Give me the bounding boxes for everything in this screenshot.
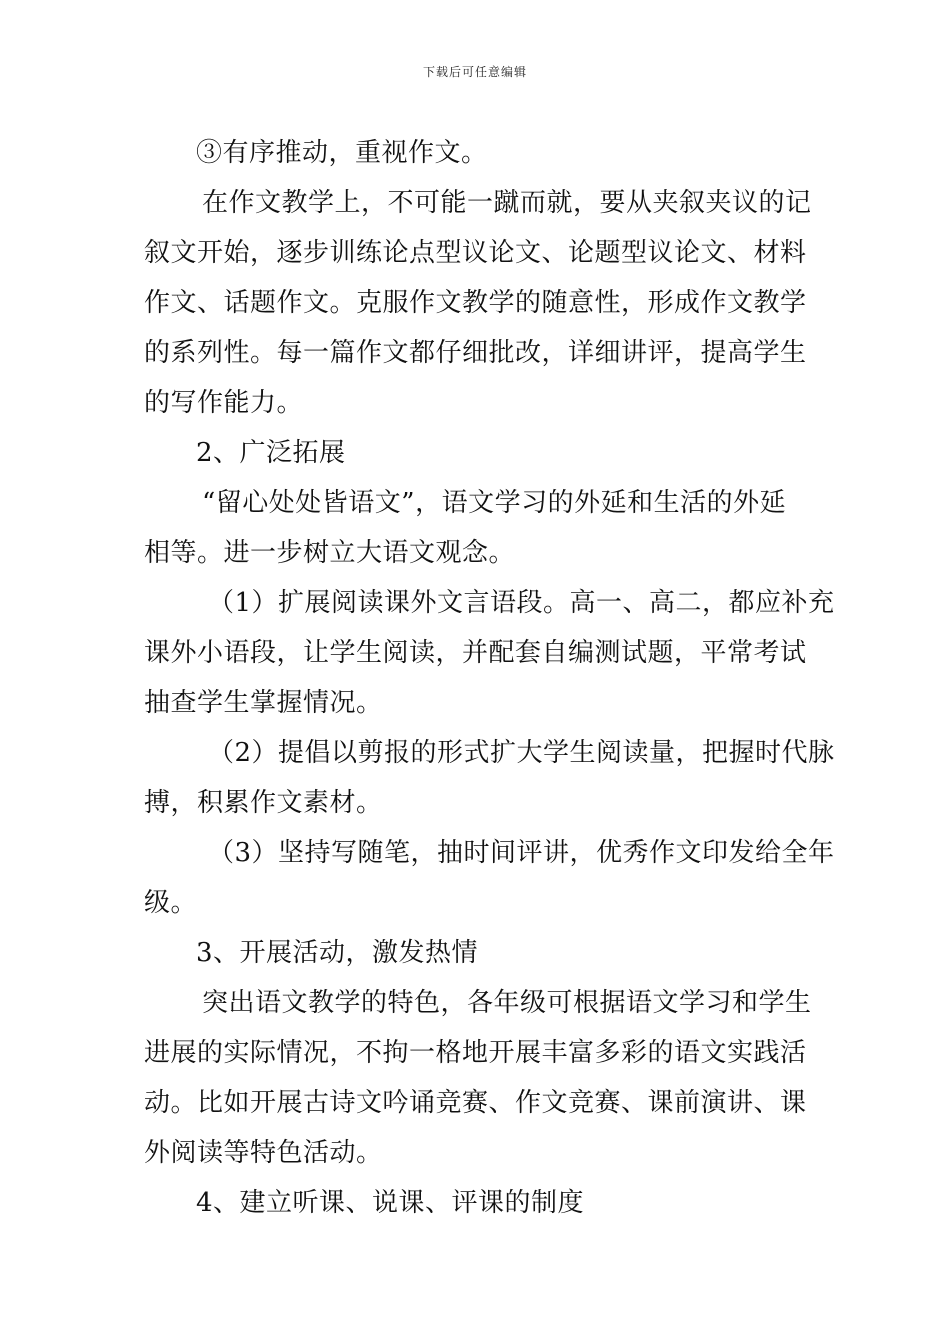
paragraph-line: 外阅读等特色活动。 — [144, 1138, 383, 1168]
paragraph-line: 相等。进一步树立大语文观念。 — [144, 538, 516, 568]
paragraph-line: 抽查学生掌握情况。 — [144, 688, 383, 718]
paragraph-line: （3）坚持写随笔，抽时间评讲，优秀作文印发给全年 — [208, 838, 835, 868]
paragraph-line: “留心处处皆语文”，语文学习的外延和生活的外延 — [202, 488, 787, 518]
paragraph-line: 的系列性。每一篇作文都仔细批改，详细讲评，提高学生 — [144, 338, 807, 368]
paragraph-line: （1）扩展阅读课外文言语段。高一、高二，都应补充 — [208, 588, 835, 618]
paragraph-line: 作文、话题作文。克服作文教学的随意性，形成作文教学 — [144, 288, 807, 318]
paragraph-line: 的写作能力。 — [144, 388, 304, 418]
paragraph-line: 进展的实际情况，不拘一格地开展丰富多彩的语文实践活 — [144, 1038, 807, 1068]
paragraph-line: 课外小语段，让学生阅读，并配套自编测试题，平常考试 — [144, 638, 807, 668]
paragraph-line: （2）提倡以剪报的形式扩大学生阅读量，把握时代脉 — [208, 738, 835, 768]
paragraph-line: 叙文开始，逐步训练论点型议论文、论题型议论文、材料 — [144, 238, 807, 268]
paragraph-line: 动。比如开展古诗文吟诵竞赛、作文竞赛、课前演讲、课 — [144, 1088, 807, 1118]
section-heading: 2、广泛拓展 — [196, 438, 346, 468]
section-heading: 4、建立听课、说课、评课的制度 — [196, 1188, 585, 1218]
document-body — [144, 128, 835, 1228]
paragraph-line: ③有序推动，重视作文。 — [196, 138, 488, 168]
paragraph-line: 突出语文教学的特色，各年级可根据语文学习和学生 — [202, 988, 812, 1018]
page-header: 下载后可任意编辑 — [422, 65, 527, 79]
paragraph-line: 级。 — [144, 888, 198, 918]
paragraph-line: 搏，积累作文素材。 — [144, 788, 383, 818]
paragraph-line: 在作文教学上，不可能一蹴而就，要从夹叙夹议的记 — [202, 188, 812, 218]
section-heading: 3、开展活动，激发热情 — [196, 938, 479, 968]
